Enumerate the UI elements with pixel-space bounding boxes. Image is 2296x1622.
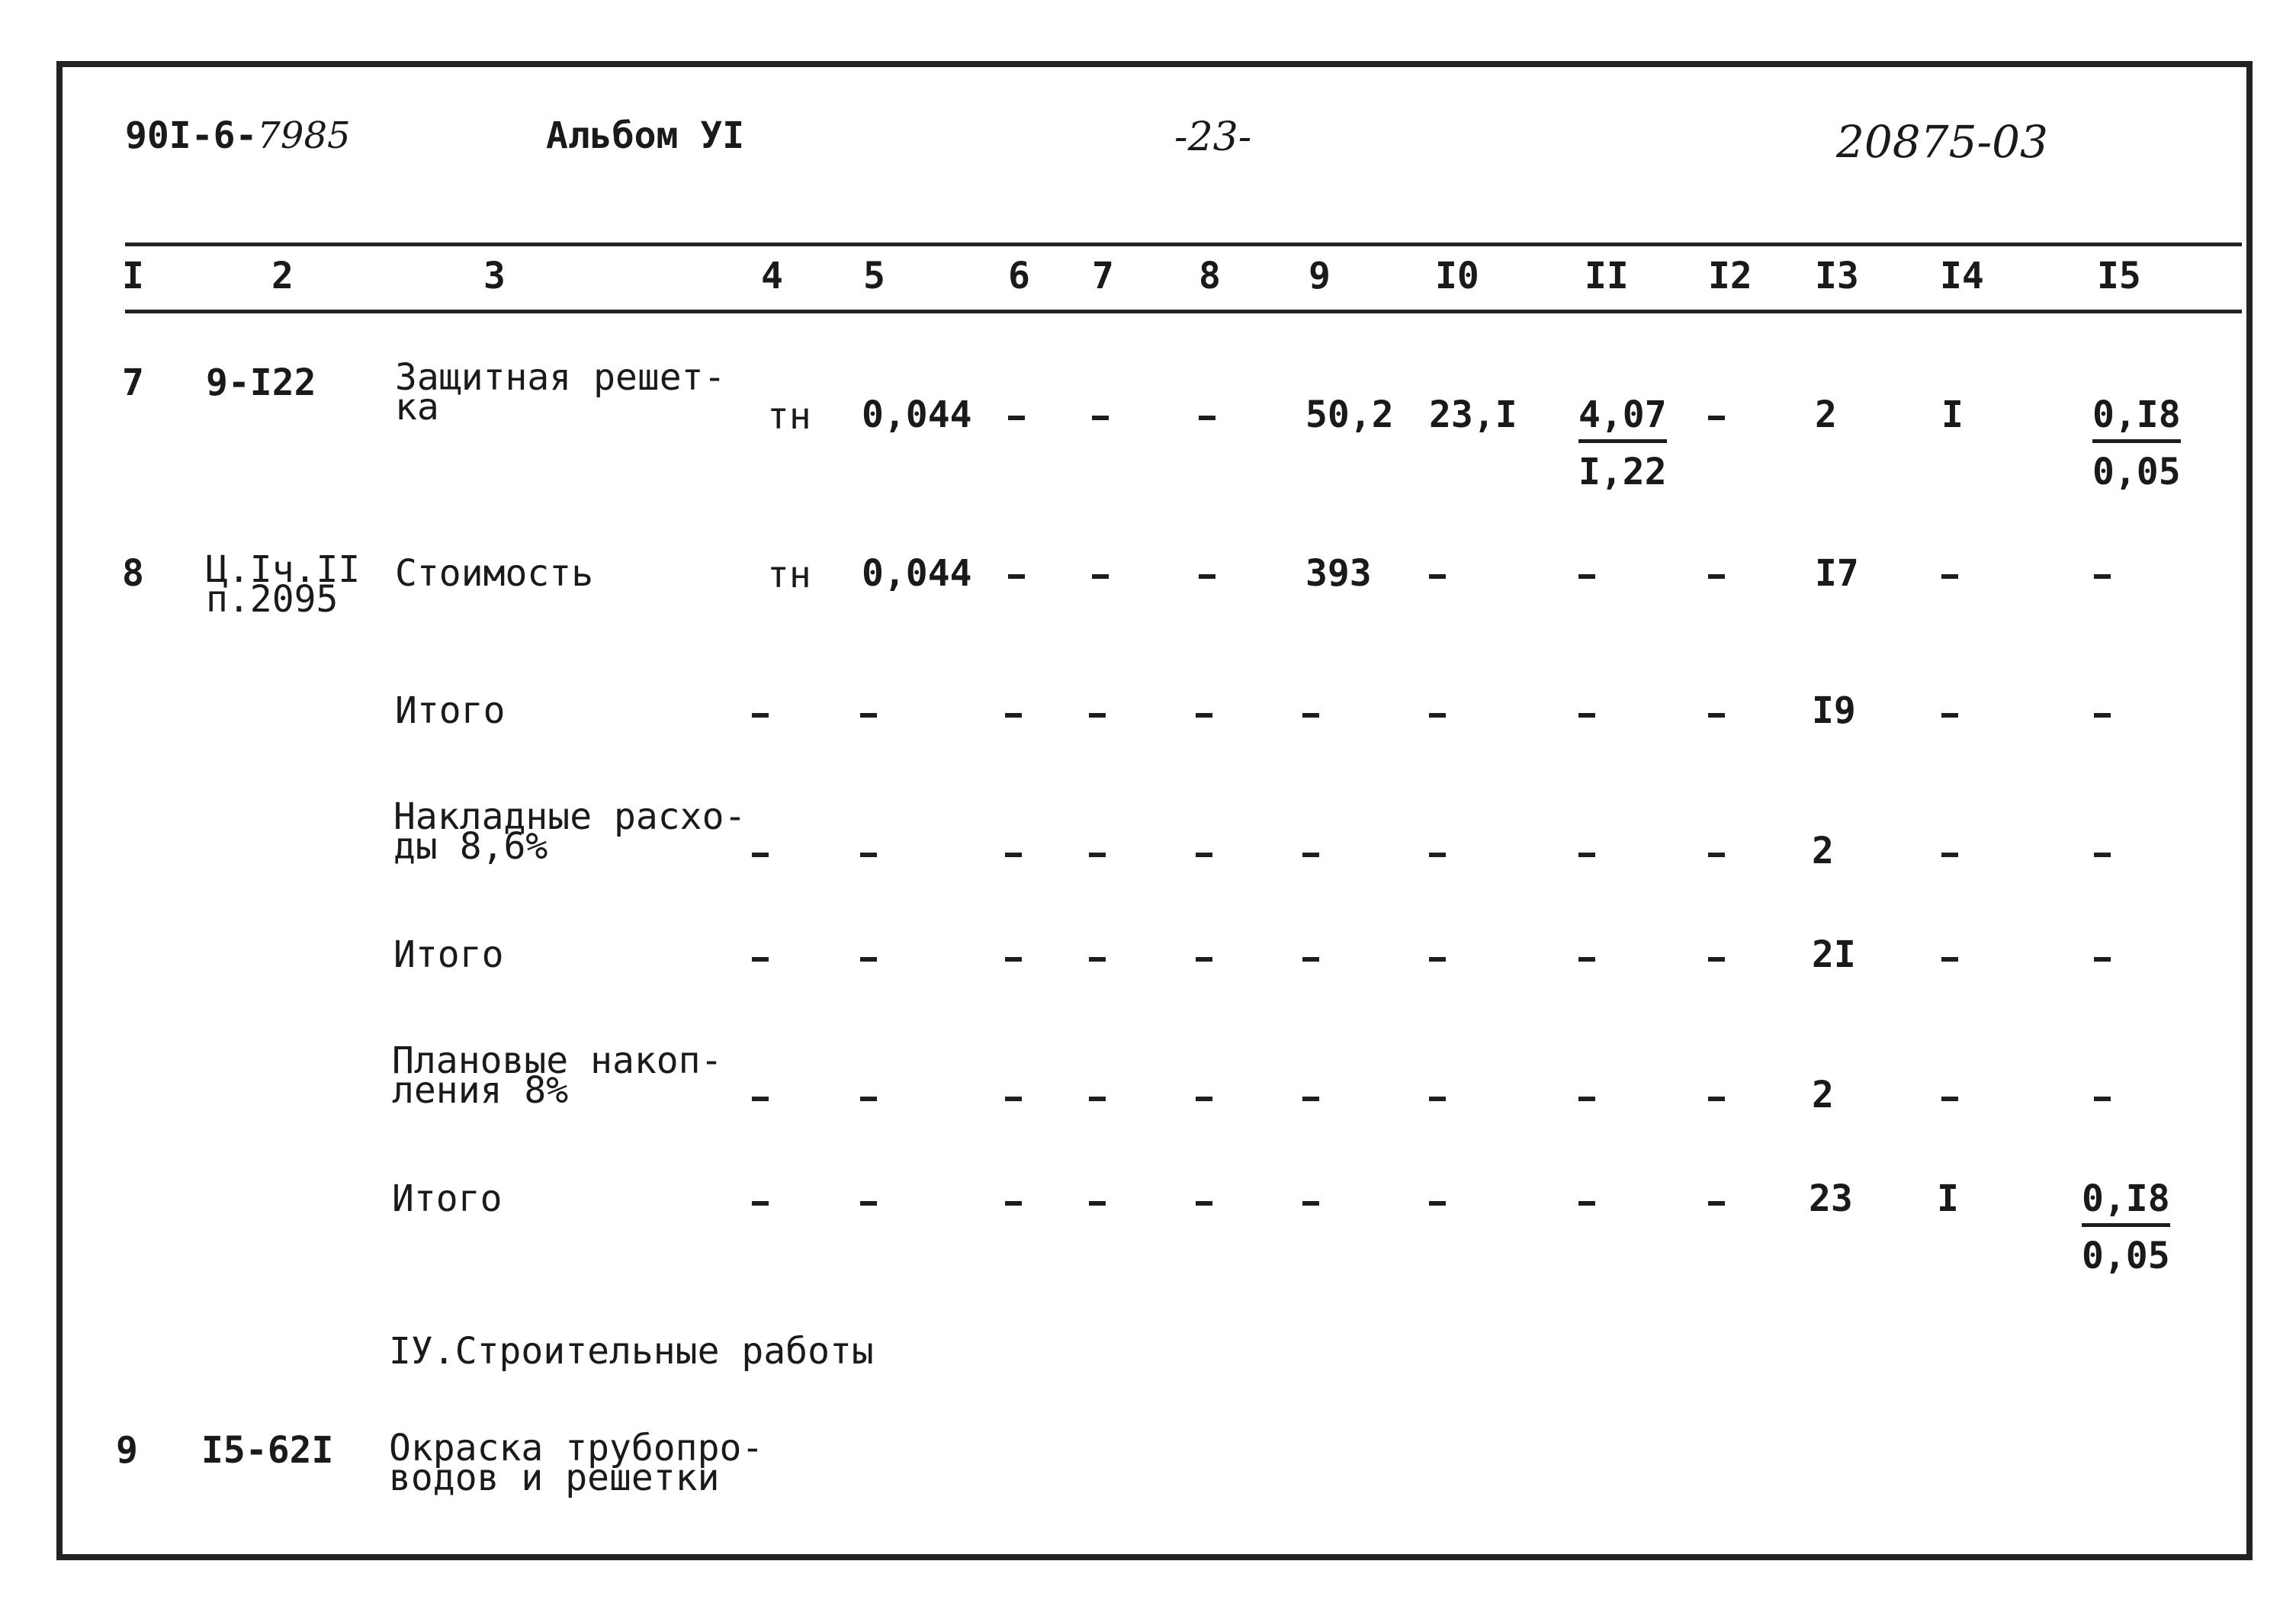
fraction-col15-bottom: 0,05 — [2092, 451, 2181, 493]
norm-code — [206, 548, 361, 621]
dash-col15 — [2094, 713, 2111, 718]
value-col13: 23 — [1809, 1177, 1853, 1220]
value-col14: I — [1941, 393, 1964, 436]
col-header-1: I — [122, 255, 144, 297]
dash-col15 — [2094, 574, 2111, 579]
dash-col11 — [1578, 713, 1595, 718]
fraction-col11 — [1578, 393, 1667, 493]
item-name-line-1: Плановые накоп- — [392, 1039, 723, 1082]
dash-col15 — [2094, 853, 2111, 857]
col-header-14: I4 — [1940, 255, 1984, 297]
dash-col15 — [2094, 1097, 2111, 1101]
fraction-col15-top: 0,I8 — [2092, 397, 2181, 443]
dash-col7 — [1092, 416, 1109, 420]
dash-col6 — [1005, 957, 1022, 962]
dash-col9 — [1302, 853, 1319, 857]
fraction-col11-top: 4,07 — [1578, 397, 1667, 443]
dash-col11 — [1578, 957, 1595, 962]
row-number: 8 — [122, 552, 144, 595]
dash-col12 — [1708, 957, 1725, 962]
dash-col7 — [1089, 713, 1106, 718]
dash-col14 — [1941, 574, 1958, 579]
dash-col9 — [1302, 957, 1319, 962]
col-header-8: 8 — [1199, 255, 1221, 297]
col-header-12: I2 — [1708, 255, 1752, 297]
col-header-13: I3 — [1815, 255, 1859, 297]
value-col13: 2 — [1812, 830, 1834, 872]
dash-col6 — [1008, 416, 1025, 420]
dash-col14 — [1941, 853, 1958, 857]
dash-col10 — [1429, 957, 1446, 962]
dash-col12 — [1708, 853, 1725, 857]
dash-col4 — [752, 1097, 769, 1101]
unit: тн — [767, 395, 811, 438]
item-name: Итого — [395, 689, 506, 732]
document-number: 20875-03 — [1836, 116, 2048, 168]
dash-col12 — [1708, 713, 1725, 718]
dash-col9 — [1302, 1097, 1319, 1101]
col-header-9: 9 — [1309, 255, 1331, 297]
dash-col14 — [1941, 957, 1958, 962]
header-rule-bottom — [125, 310, 2242, 313]
item-name-line-1: Накладные расхо- — [393, 795, 747, 838]
dash-col11 — [1578, 574, 1595, 579]
item-name-line-2: ления 8% — [392, 1069, 569, 1113]
value-col13: 2 — [1812, 1074, 1834, 1116]
item-name-line-1: Защитная решет- — [395, 356, 726, 399]
dash-col10 — [1429, 713, 1446, 718]
fraction-col15-top: 0,I8 — [2082, 1180, 2170, 1227]
col-header-11: II — [1585, 255, 1629, 297]
dash-col6 — [1008, 574, 1025, 579]
item-name-line-2: ды 8,6% — [393, 825, 548, 869]
dash-col5 — [860, 713, 877, 718]
dash-col6 — [1005, 1201, 1022, 1206]
dash-col12 — [1708, 416, 1725, 420]
dash-col8 — [1196, 1097, 1212, 1101]
value-col14: I — [1937, 1177, 1959, 1220]
value-col13: I7 — [1815, 552, 1859, 595]
value-col9: 50,2 — [1305, 393, 1394, 436]
dash-col5 — [860, 957, 877, 962]
dash-col12 — [1708, 1201, 1725, 1206]
fraction-col15 — [2092, 393, 2181, 493]
dash-col11 — [1578, 853, 1595, 857]
norm-code: I5-62I — [201, 1429, 334, 1472]
col-header-4: 4 — [761, 255, 783, 297]
dash-col4 — [752, 1201, 769, 1206]
dash-col8 — [1196, 1201, 1212, 1206]
page-frame — [56, 61, 2253, 1560]
value-col13: I9 — [1812, 689, 1856, 732]
dash-col7 — [1089, 1201, 1106, 1206]
item-name — [395, 356, 726, 429]
dash-col5 — [860, 853, 877, 857]
value-col13: 2I — [1812, 933, 1856, 976]
item-name — [392, 1039, 723, 1113]
norm-code-line-1: Ц.Іч.ІІ — [206, 548, 361, 591]
section-heading: IУ.Строительные работы — [389, 1330, 874, 1373]
dash-col7 — [1089, 853, 1106, 857]
dash-col7 — [1089, 957, 1106, 962]
album-label: Альбом УІ — [546, 114, 745, 157]
dash-col8 — [1196, 853, 1212, 857]
row-number: 9 — [116, 1429, 138, 1472]
col-header-5: 5 — [863, 255, 885, 297]
quantity: 0,044 — [862, 393, 972, 436]
dash-col5 — [860, 1201, 877, 1206]
series-prefix: 90I-6- — [125, 114, 258, 157]
dash-col10 — [1429, 1097, 1446, 1101]
norm-code: 9-I22 — [206, 361, 316, 404]
dash-col4 — [752, 853, 769, 857]
dash-col15 — [2094, 957, 2111, 962]
dash-col14 — [1941, 713, 1958, 718]
dash-col12 — [1708, 574, 1725, 579]
item-name — [389, 1427, 764, 1500]
dash-col10 — [1429, 574, 1446, 579]
dash-col14 — [1941, 1097, 1958, 1101]
fraction-col11-bottom: I,22 — [1578, 451, 1667, 493]
header-rule-top — [125, 242, 2242, 246]
item-name-line-2: ка — [395, 386, 439, 429]
col-header-10: I0 — [1435, 255, 1479, 297]
dash-col11 — [1578, 1097, 1595, 1101]
col-header-3: 3 — [483, 255, 506, 297]
dash-col6 — [1005, 853, 1022, 857]
dash-col5 — [860, 1097, 877, 1101]
dash-col8 — [1196, 957, 1212, 962]
series-handwritten: 7985 — [257, 114, 351, 157]
dash-col10 — [1429, 1201, 1446, 1206]
item-name — [393, 795, 747, 869]
row-number: 7 — [122, 361, 144, 404]
dash-col6 — [1005, 1097, 1022, 1101]
series-number — [125, 114, 351, 157]
value-col9: 393 — [1305, 552, 1372, 595]
dash-col10 — [1429, 853, 1446, 857]
value-col10: 23,I — [1429, 393, 1517, 436]
item-name-line-1: Окраска трубопро- — [389, 1427, 764, 1469]
dash-col11 — [1578, 1201, 1595, 1206]
dash-col9 — [1302, 713, 1319, 718]
item-name-line-2: водов и решетки — [389, 1457, 720, 1500]
dash-col8 — [1199, 416, 1215, 420]
col-header-2: 2 — [271, 255, 294, 297]
dash-col8 — [1199, 574, 1215, 579]
page-number: -23- — [1174, 114, 1252, 160]
quantity: 0,044 — [862, 552, 972, 595]
fraction-col15 — [2082, 1177, 2170, 1277]
col-header-7: 7 — [1092, 255, 1114, 297]
norm-code-line-2: п.2095 — [206, 578, 339, 621]
unit: тн — [767, 554, 811, 596]
item-name: Итого — [393, 933, 504, 976]
dash-col8 — [1196, 713, 1212, 718]
dash-col6 — [1005, 713, 1022, 718]
dash-col7 — [1089, 1097, 1106, 1101]
col-header-15: I5 — [2097, 255, 2141, 297]
col-header-6: 6 — [1008, 255, 1030, 297]
dash-col12 — [1708, 1097, 1725, 1101]
item-name: Стоимость — [395, 552, 594, 595]
dash-col7 — [1092, 574, 1109, 579]
dash-col4 — [752, 713, 769, 718]
dash-col4 — [752, 957, 769, 962]
item-name: Итого — [392, 1177, 503, 1220]
dash-col9 — [1302, 1201, 1319, 1206]
value-col13: 2 — [1815, 393, 1837, 436]
fraction-col15-bottom: 0,05 — [2082, 1235, 2170, 1277]
